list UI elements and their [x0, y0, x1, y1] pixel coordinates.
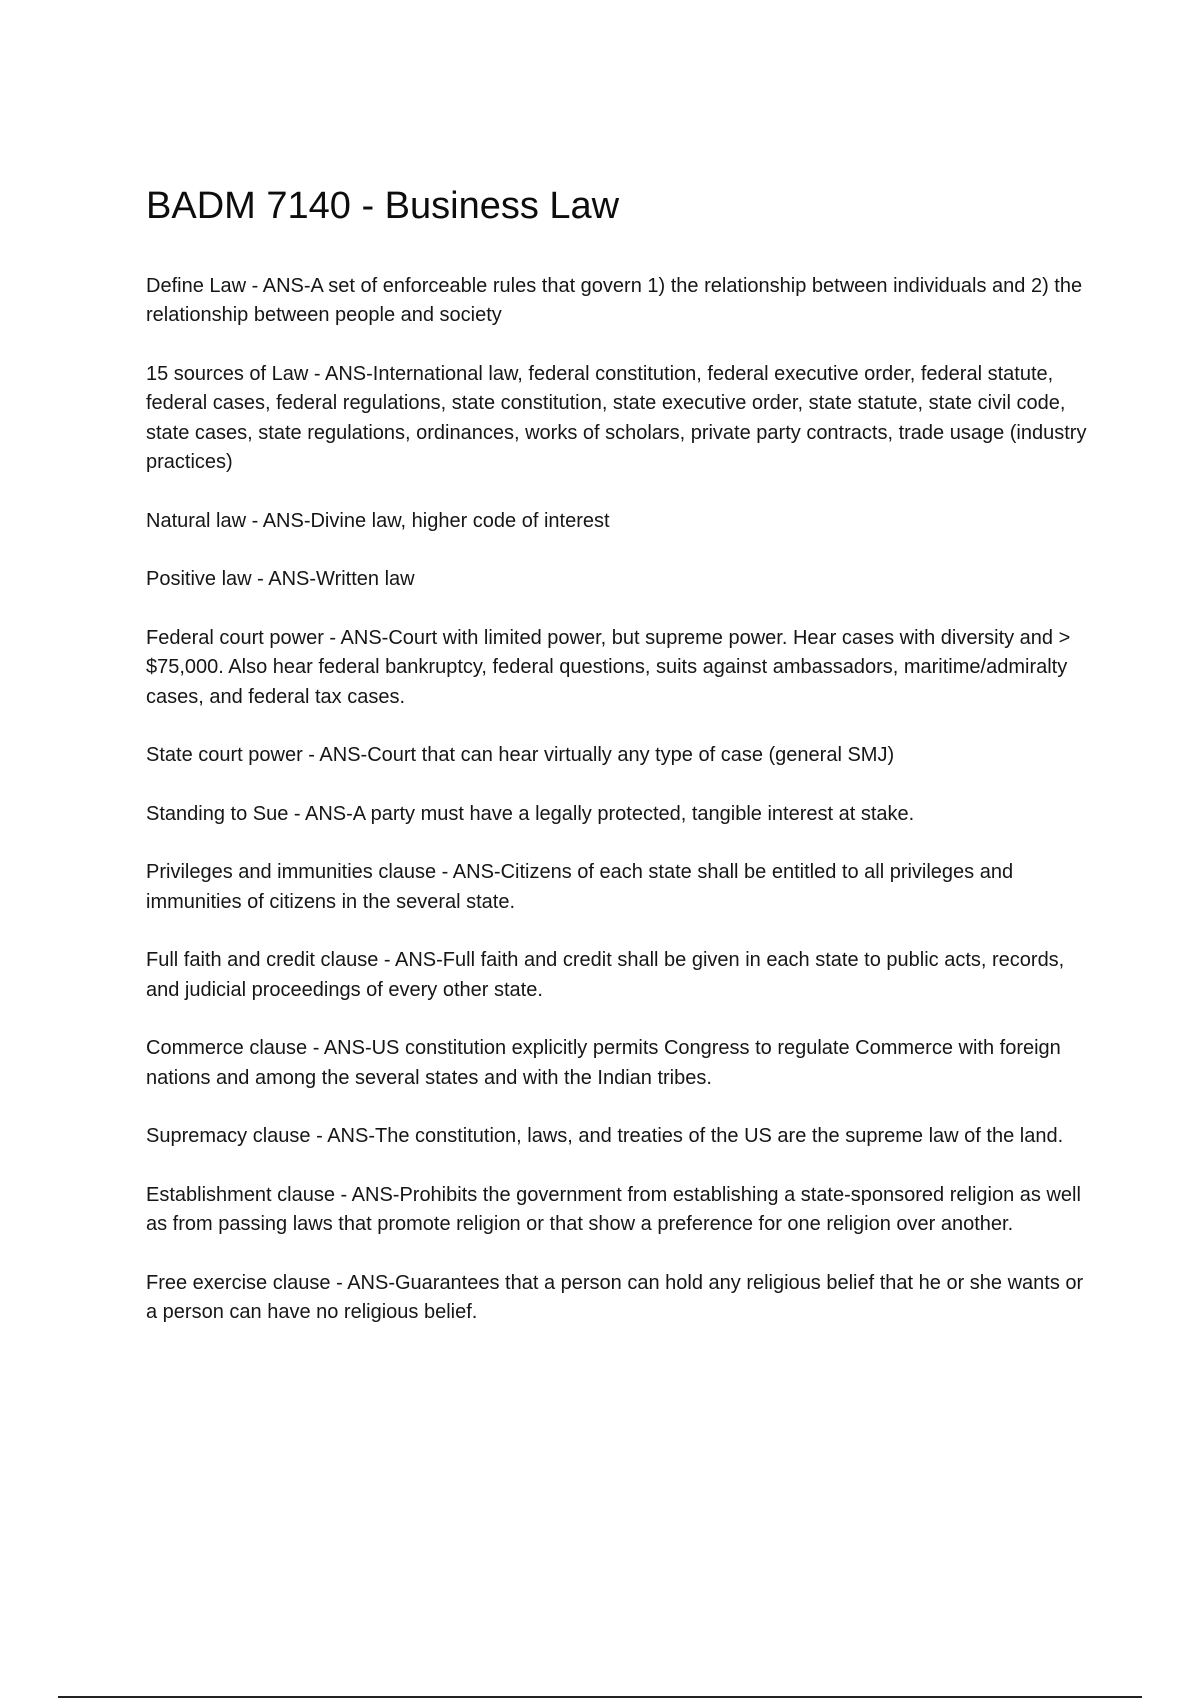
entry-establishment-clause: Establishment clause - ANS-Prohibits the government from establishing a state-sponsored religion as well as from passing laws that promote religion or that show a preference for one religion over another. [146, 1183, 1081, 1236]
footer-divider [58, 1696, 1142, 1698]
entry-federal-court-power: Federal court power - ANS-Court with limited power, but supreme power. Hear cases with diversity and > $75,000. Also hear federal bankruptcy, federal questions, suits against ambassadors, maritime/admiralty cases, and federal tax cases. [146, 626, 1071, 708]
entry-commerce-clause: Commerce clause - ANS-US constitution explicitly permits Congress to regulate Commerce with foreign nations and among the several states and with the Indian tribes. [146, 1037, 1061, 1089]
entry-standing-to-sue: Standing to Sue - ANS-A party must have a legally protected, tangible interest at stake. [146, 802, 915, 825]
entry-full-faith-credit: Full faith and credit clause - ANS-Full faith and credit shall be given in each state to public acts, records, and judicial proceedings of every other state. [146, 949, 1065, 1001]
document-page [146, 184, 1096, 1357]
entry-state-court-power: State court power - ANS-Court that can hear virtually any type of case (general SMJ) [146, 744, 895, 767]
document-title: BADM 7140 - Business Law [146, 185, 620, 227]
entry-free-exercise-clause: Free exercise clause - ANS-Guarantees that a person can hold any religious belief that he or she wants or a person can have no religious belief. [146, 1271, 1084, 1324]
entry-sources-of-law: 15 sources of Law - ANS-International law, federal constitution, federal executive order, federal statute, federal cases, federal regulations, state constitution, state executive order, state statute, state civil code, state cases, state regulations, ordinances, works of scholars, private party contracts, trade usage (industry practices) [146, 362, 1087, 474]
entry-privileges-immunities: Privileges and immunities clause - ANS-Citizens of each state shall be entitled to all privileges and immunities of citizens in the several state. [146, 861, 1014, 913]
entry-define-law: Define Law - ANS-A set of enforceable rules that govern 1) the relationship between individuals and 2) the relationship between people and society [146, 274, 1083, 327]
entry-positive-law: Positive law - ANS-Written law [146, 568, 415, 591]
entry-supremacy-clause: Supremacy clause - ANS-The constitution, laws, and treaties of the US are the supreme law of the land. [146, 1125, 1064, 1148]
entry-natural-law: Natural law - ANS-Divine law, higher code of interest [146, 509, 610, 532]
